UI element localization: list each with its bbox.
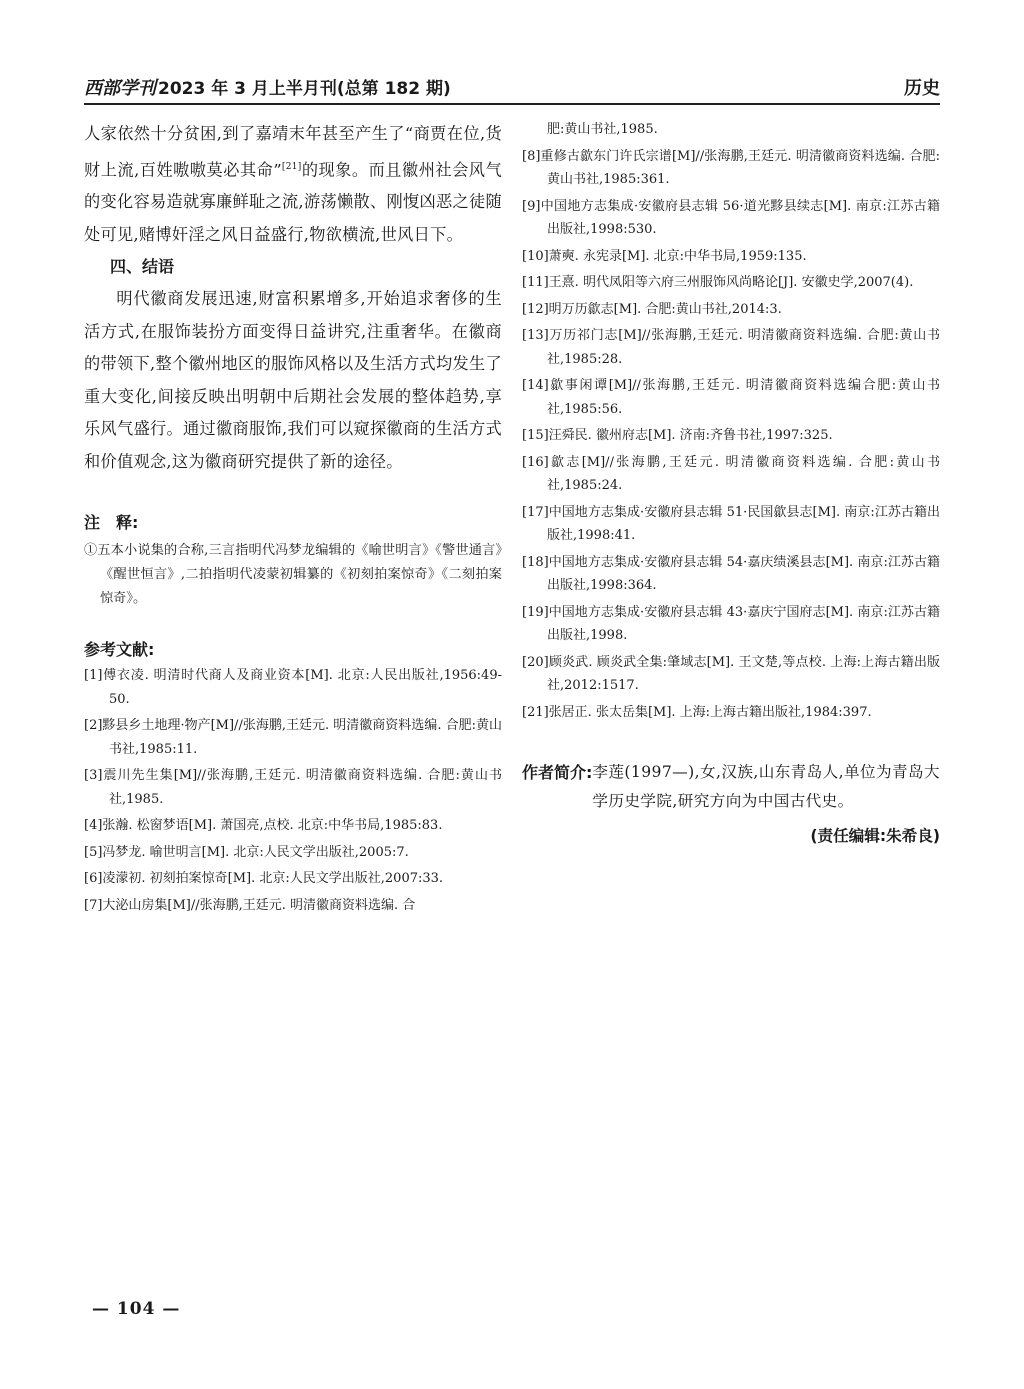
- author-bio-label: 作者简介:: [522, 763, 593, 782]
- header-rule: [84, 103, 940, 105]
- reference-item: [8]重修古歙东门许氏宗谱[M]//张海鹏,王廷元. 明清徽商资料选编. 合肥:黄山书社,1985:361.: [522, 148, 940, 187]
- body-paragraph-2: 明代徽商发展迅速,财富积累增多,开始追求奢侈的生活方式,在服饰装扮方面变得日益讲究,注重奢华。在徽商的带领下,整个徽州地区的服饰风格以及生活方式均发生了重大变化,间接反映出明朝中后期社会发展的整体趋势,享乐风气盛行。通过徽商服饰,我们可以窥探徽商的生活方式和价值观念,这为徽商研究提供了新的途径。: [84, 289, 502, 471]
- running-header: [84, 72, 940, 102]
- paragraph-text: 人家依然十分贫困,到了嘉靖末年甚至产生了“商贾在位,货财上流,百姓嗷嗷莫必其命”: [84, 124, 502, 179]
- reference-item: [18]中国地方志集成·安徽府县志辑 54·嘉庆绩溪县志[M]. 南京:江苏古籍出版社,1998:364.: [522, 554, 940, 593]
- reference-item: [9]中国地方志集成·安徽府县志辑 56·道光黟县续志[M]. 南京:江苏古籍出版社,1998:530.: [522, 198, 940, 237]
- journal-logo: 西部学刊: [84, 78, 156, 99]
- reference-item: [16]歙志[M]//张海鹏,王廷元. 明清徽商资料选编. 合肥:黄山书社,1985:24.: [522, 454, 940, 493]
- reference-item: [13]万历祁门志[M]//张海鹏,王廷元. 明清徽商资料选编. 合肥:黄山书社,1985:28.: [522, 328, 940, 367]
- author-bio: [522, 758, 940, 816]
- journal-info: [84, 74, 451, 100]
- conclusion-heading: 四、结语: [110, 257, 175, 277]
- page-number: — 104 —: [92, 1299, 181, 1319]
- author-bio-text: 李莲(1997—),女,汉族,山东青岛人,单位为青岛大学历史学院,研究方向为中国古代史。: [592, 763, 940, 810]
- reference-item: [17]中国地方志集成·安徽府县志辑 51·民国歙县志[M]. 南京:江苏古籍出版社,1998:41.: [522, 504, 940, 543]
- reference-item: [5]冯梦龙. 喻世明言[M]. 北京:人民文学出版社,2005:7.: [84, 844, 409, 860]
- notes-heading: 注 释:: [84, 513, 139, 533]
- reference-item: [2]黟县乡土地理·物产[M]//张海鹏,王廷元. 明清徽商资料选编. 合肥:黄山书社,1985:11.: [84, 718, 502, 757]
- editor-credit: (责任编辑:朱希良): [810, 827, 940, 845]
- footnote-1: ①五本小说集的合称,三言指明代冯梦龙编辑的《喻世明言》《警世通言》《醒世恒言》,二拍指明代凌蒙初辑纂的《初刻拍案惊奇》《二刻拍案惊奇》。: [84, 543, 502, 607]
- references-heading: 参考文献:: [84, 640, 155, 660]
- reference-list-right: [522, 118, 940, 724]
- body-paragraph-1: [84, 118, 502, 251]
- reference-list-left: [84, 664, 502, 917]
- left-column: [84, 118, 502, 920]
- reference-item: [1]傅衣凌. 明清时代商人及商业资本[M]. 北京:人民出版社,1956:49-50.: [84, 668, 502, 707]
- reference-item: [11]王熹. 明代凤阳等六府三州服饰风尚略论[J]. 安徽史学,2007(4).: [522, 275, 914, 290]
- paragraph-text-cont: 的现象。而且徽州社会风气的变化容易造就寡廉鲜耻之流,游荡懒散、刚愎凶恶之徒随处可见,赌博奸淫之风日益盛行,物欲横流,世风日下。: [84, 159, 502, 244]
- reference-item: [21]张居正. 张太岳集[M]. 上海:上海古籍出版社,1984:397.: [522, 704, 872, 720]
- reference-item: [20]顾炎武. 顾炎武全集:肇域志[M]. 王文楚,等点校. 上海:上海古籍出版社,2012:1517.: [522, 654, 940, 693]
- section-name: 历史: [904, 78, 940, 99]
- citation-marker: [21]: [281, 161, 302, 172]
- right-column: [522, 118, 940, 846]
- reference-item: [19]中国地方志集成·安徽府县志辑 43·嘉庆宁国府志[M]. 南京:江苏古籍出版社,1998.: [522, 604, 940, 643]
- reference-item: [14]歙事闲谭[M]//张海鹏,王廷元. 明清徽商资料选编合肥:黄山书社,1985:56.: [522, 378, 940, 417]
- reference-item: [10]萧奭. 永宪录[M]. 北京:中华书局,1959:135.: [522, 248, 807, 264]
- reference-item: 肥:黄山书社,1985.: [547, 122, 658, 137]
- reference-item: [15]汪舜民. 徽州府志[M]. 济南:齐鲁书社,1997:325.: [522, 428, 833, 443]
- reference-item: [12]明万历歙志[M]. 合肥:黄山书社,2014:3.: [522, 301, 782, 317]
- issue-info: 2023 年 3 月上半月刊(总第 182 期): [158, 79, 451, 99]
- reference-item: [6]凌濛初. 初刻拍案惊奇[M]. 北京:人民文学出版社,2007:33.: [84, 871, 444, 887]
- reference-item: [7]大泌山房集[M]//张海鹏,王廷元. 明清徽商资料选编. 合: [84, 897, 416, 913]
- reference-item: [4]张瀚. 松窗梦语[M]. 萧国亮,点校. 北京:中华书局,1985:83.: [84, 818, 443, 834]
- reference-item: [3]震川先生集[M]//张海鹏,王廷元. 明清徽商资料选编. 合肥:黄山书社,1985.: [84, 768, 502, 807]
